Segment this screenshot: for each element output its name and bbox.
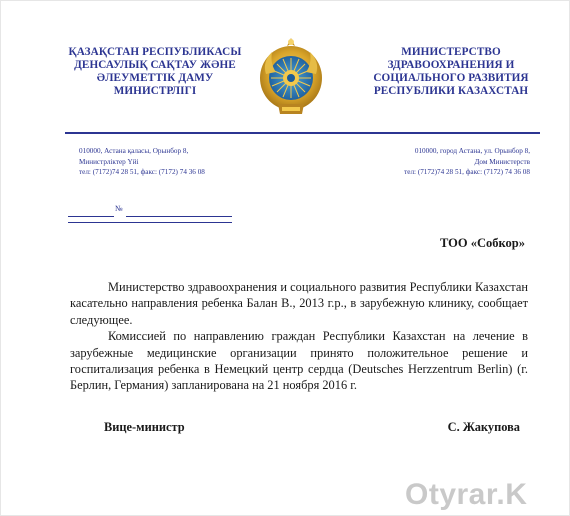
- registration-number-blank: [126, 204, 232, 217]
- address-line: 010000, город Астана, ул. Орынбор 8,: [414, 147, 530, 155]
- registration-second-blank: [68, 222, 232, 223]
- header-kazakh-line: ДЕНСАУЛЫҚ САҚТАУ ЖӘНЕ: [74, 59, 236, 71]
- header-divider: [65, 132, 540, 134]
- recipient: ТОО «Собкор»: [439, 236, 525, 250]
- site-watermark: Otyrar.K: [405, 478, 528, 511]
- registration-date-blank: [68, 204, 114, 217]
- address-line: тел: (7172)74 28 51, факс: (7172) 74 36 08: [79, 168, 205, 176]
- header-russian-ministry-name: [356, 46, 546, 98]
- header-russian-line: РЕСПУБЛИКИ КАЗАХСТАН: [373, 85, 529, 97]
- signatory-name: С. Жакупова: [447, 420, 520, 434]
- header-kazakh-line: ӘЛЕУМЕТТІК ДАМУ: [96, 72, 214, 84]
- registration-number-field: [68, 204, 232, 218]
- address-line: Министрліктер Үйі: [79, 157, 139, 166]
- number-sign: №: [115, 204, 123, 213]
- header-kazakh-line: ҚАЗАҚСТАН РЕСПУБЛИКАСЫ: [68, 46, 242, 58]
- body-paragraph: Комиссией по направлению граждан Республики Казахстан на лечение в зарубежные медицинские организации принято положительное решение и госпитализация ребенка в Немецкий центр сердца (Deutsches Herzzentrum Berlin) (г. Берлин, Германия) запланирована на 21 ноября 2016 г.: [70, 329, 528, 393]
- body-paragraph: Министерство здравоохранения и социального развития Республики Казахстан касательно направления ребенка Балан В., 2013 г.р., в зарубежную клинику, сообщает следующее.: [70, 280, 528, 327]
- address-line: 010000, Астана қаласы, Орынбор 8,: [79, 147, 189, 155]
- address-russian: [380, 146, 530, 178]
- header-russian-line: СОЦИАЛЬНОГО РАЗВИТИЯ: [373, 72, 529, 84]
- header-russian-line: МИНИСТЕРСТВО: [401, 46, 501, 58]
- address-kazakh: [79, 146, 205, 178]
- header-russian-line: ЗДРАВООХРАНЕНИЯ И: [387, 59, 515, 71]
- address-line: Дом Министерств: [474, 157, 530, 166]
- signatory-title: Вице-министр: [104, 420, 185, 434]
- letter-body: [70, 279, 528, 394]
- address-line: тел: (7172)74 28 51, факс: (7172) 74 36 08: [404, 168, 530, 176]
- header-kazakh-line: МИНИСТРЛІГІ: [113, 85, 197, 97]
- kazakhstan-state-emblem-icon: [258, 34, 324, 124]
- header-kazakh-ministry-name: [60, 46, 250, 98]
